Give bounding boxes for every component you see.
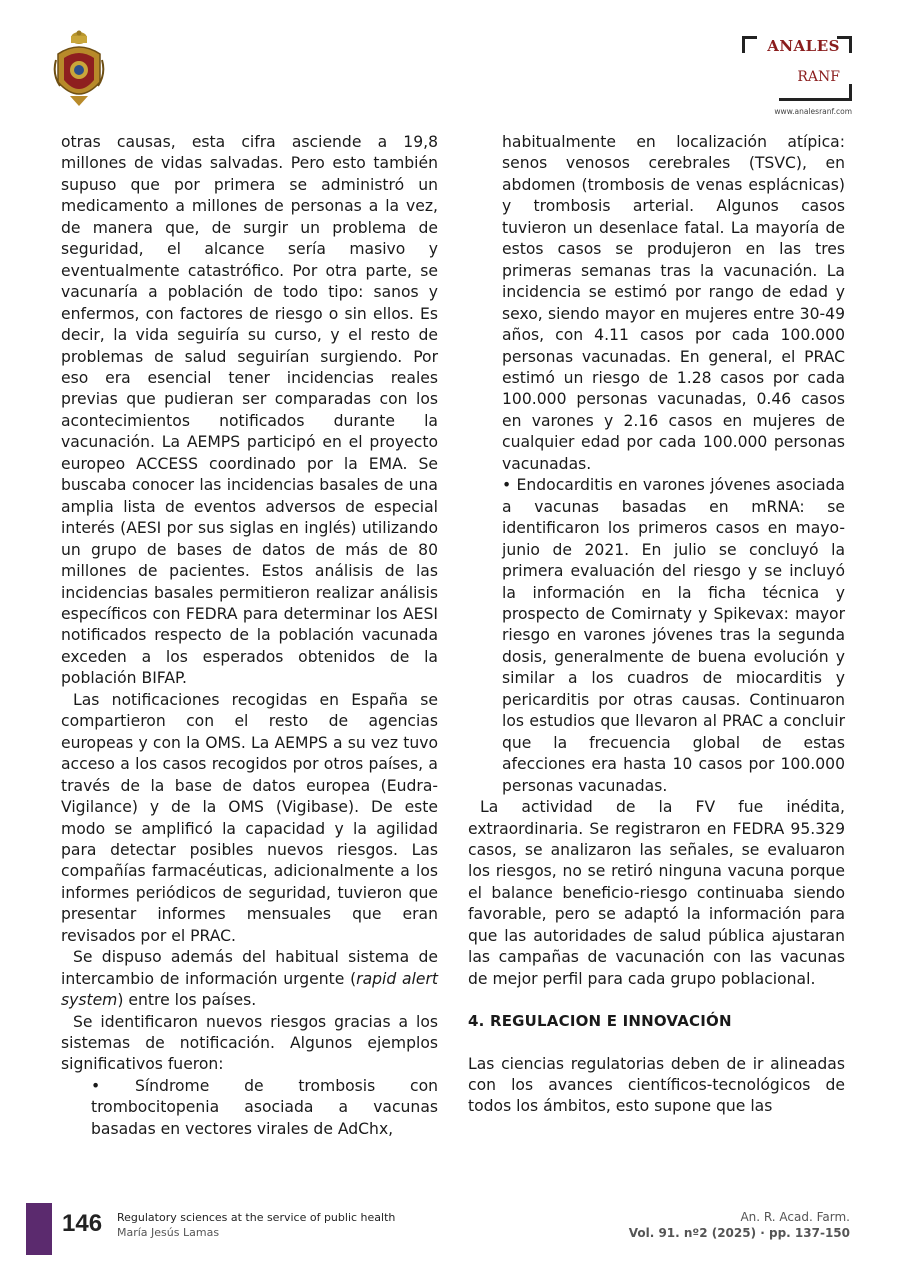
- list-item: • Endocarditis en varones jóvenes asociada a vacunas basadas en mRNA: se identificaron los primeros casos en mayo-junio de 2021. En julio se concluyó la primera evaluación del riesgo y se incluyó la información en la ficha técnica y prospecto de Comirnaty y Spikevax: mayor riesgo en varones jóvenes tras la segunda dosis, generalmente de buena evolución y similar a los cuadros de miocarditis y pericarditis por otras causas. Continuaron los estudios que llevaron al PRAC a concluir que la frecuencia global de estas afecciones era hasta 10 casos por 100.000 personas vacunadas.: [502, 476, 845, 795]
- footer-color-bar: [26, 1203, 52, 1255]
- left-column: [61, 132, 438, 1140]
- section-heading: 4. REGULACION E INNOVACIÓN: [468, 1012, 732, 1031]
- journal-logo: [742, 36, 852, 118]
- footer-article-title: Regulatory sciences at the service of public health: [117, 1211, 396, 1224]
- emphasis-text: rapid alert system: [61, 969, 438, 1010]
- paragraph: otras causas, esta cifra asciende a 19,8 millones de vidas salvadas. Pero esto también supuso que por primera se administró un medicamento a millones de personas a la vez, de manera que, de surgir un problema de seguridad, el alcance sería masivo y eventualmente catastrófico. Por otra parte, se vacunaría a población de todo tipo: sanos y enfermos, con factores de riesgo o sin ellos. Es decir, la vida seguiría su curso, y el resto de problemas de salud seguirían surgiendo. Por eso era esencial tener incidencias reales previas que pudieran ser comparadas con los acontecimientos notificados durante la vacunación. La AEMPS participó en el proyecto europeo ACCESS coordinado por la EMA. Se buscaba conocer las incidencias basales de una amplia lista de eventos adversos de especial interés (AESI por sus siglas en inglés) utilizando un grupo de bases de datos de más de 80 millones de pacientes. Estos análisis de las incidencias basales permitieron realizar análisis específicos con FEDRA para determinar los AESI notificados respecto de la población vacunada exceden a los esperados obtenidos de la población BIFAP.: [61, 133, 438, 688]
- logo-name: ANALES: [767, 37, 840, 55]
- footer-volume: Vol. 91. nº2 (2025) · pp. 137-150: [628, 1226, 850, 1240]
- logo-subtitle: RANF: [797, 69, 840, 85]
- right-column: [468, 132, 845, 1118]
- paragraph-text: Se dispuso además del habitual sistema de intercambio de información urgente (: [61, 948, 438, 988]
- paragraph: Se identificaron nuevos riesgos gracias a los sistemas de notificación. Algunos ejemplos significativos fueron:: [61, 1012, 438, 1074]
- page-number: 146: [62, 1210, 103, 1237]
- list-item: • Síndrome de trombosis con trombocitopenia asociada a vacunas basadas en vectores virales de AdChx,: [91, 1076, 438, 1138]
- footer-author: María Jesús Lamas: [117, 1226, 220, 1239]
- logo-url: www.analesranf.com: [774, 107, 852, 116]
- paragraph-text: ) entre los países.: [117, 991, 257, 1010]
- footer-journal: An. R. Acad. Farm.: [740, 1210, 850, 1224]
- list-item: habitualmente en localización atípica: senos venosos cerebrales (TSVC), en abdomen (trombosis de venas esplácnicas) y trombosis arterial. Algunos casos tuvieron un desenlace fatal. La mayoría de estos casos se produjeron en las tres primeras semanas tras la vacunación. La incidencia se estimó por rango de edad y sexo, siendo mayor en mujeres entre 30-49 años, con 4.11 casos por cada 100.000 personas vacunadas. En general, el PRAC estimó un riesgo de 1.28 casos por cada 100.000 personas vacunadas, 0.46 casos en varones y 2.16 casos en mujeres de cualquier edad por cada 100.000 personas vacunadas.: [502, 133, 845, 473]
- logo-corner-bracket: [742, 36, 757, 53]
- paragraph: Las ciencias regulatorias deben de ir alineadas con los avances científicos-tecnológicos de todos los ámbitos, esto supone que las: [468, 1054, 845, 1116]
- paragraph: La actividad de la FV fue inédita, extraordinaria. Se registraron en FEDRA 95.329 casos, se analizaron las señales, se evaluaron los riesgos, no se retiró ninguna vacuna porque el balance beneficio-riesgo continuaba siendo favorable, pero se adaptó la información para que las autoridades de salud pública ajustaran las campañas de vacunación con las vacunas de mejor perfil para cada grupo poblacional.: [468, 798, 845, 988]
- academy-crest-icon: [52, 30, 106, 108]
- logo-corner-bracket: [779, 84, 852, 101]
- paragraph: [61, 947, 438, 1011]
- paragraph: Las notificaciones recogidas en España se compartieron con el resto de agencias europeas y con la OMS. La AEMPS a su vez tuvo acceso a los casos recogidos por otros países, a través de la base de datos europea (Eudra-Vigilance) y de la OMS (Vigibase). De este modo se amplificó la capacidad y la agilidad para detectar posibles nuevos riesgos. Las compañías farmacéuticas, adicionalmente a los informes periódicos de seguridad, tuvieron que presentar informes mensuales que eran revisados por el PRAC.: [61, 690, 438, 945]
